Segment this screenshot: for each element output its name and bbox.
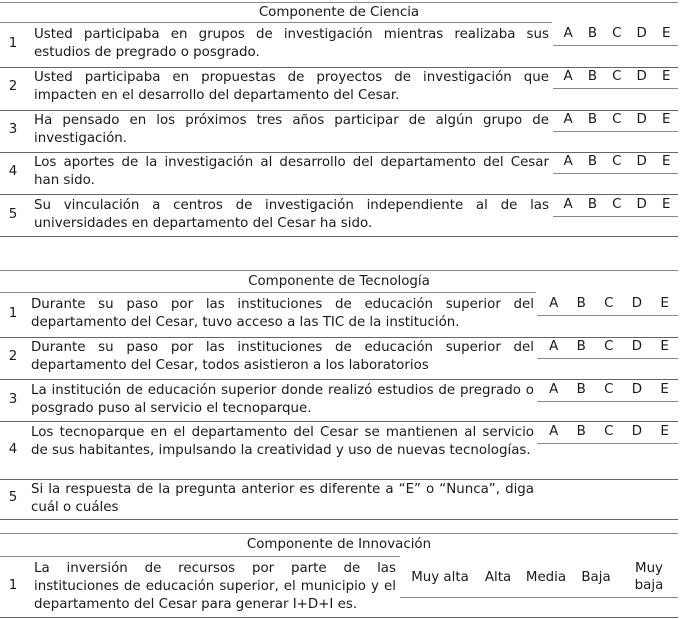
option-c[interactable]: C: [612, 154, 622, 169]
question-text: Si la respuesta de la pregunta anterior es diferente a “E” o “Nunca”, diga cuál o cuáles: [31, 482, 534, 515]
frequency-options[interactable]: [402, 558, 678, 596]
option-d[interactable]: D: [631, 339, 643, 354]
question-number: 2: [8, 349, 18, 364]
question-row: [0, 422, 678, 480]
option-baja[interactable]: Baja: [581, 569, 611, 585]
answer-options[interactable]: [540, 424, 678, 439]
section-title-tecnologia: Componente de Tecnología: [248, 274, 430, 289]
option-muy-baja[interactable]: Muy baja: [634, 561, 664, 593]
question-row: [0, 152, 678, 196]
option-d[interactable]: D: [631, 296, 643, 311]
question-number: 4: [8, 442, 18, 457]
option-muy-alta[interactable]: Muy alta: [411, 569, 469, 585]
option-c[interactable]: C: [604, 424, 614, 439]
question-row: [0, 480, 678, 520]
answer-options[interactable]: [556, 69, 678, 84]
question-text: Ha pensado en los próximos tres años participar de algún grupo de investigación.: [34, 113, 549, 146]
option-c[interactable]: C: [604, 296, 614, 311]
question-row: [0, 110, 678, 154]
question-row: [0, 337, 678, 381]
option-c[interactable]: C: [604, 382, 614, 397]
option-b[interactable]: B: [587, 154, 597, 169]
question-number: 5: [8, 490, 18, 505]
question-text: Los aportes de la investigación al desarrollo del departamento del Cesar han sido.: [34, 155, 549, 188]
option-d[interactable]: D: [631, 424, 643, 439]
option-a[interactable]: A: [563, 69, 573, 84]
question-number: 1: [8, 578, 18, 593]
option-a[interactable]: A: [563, 154, 573, 169]
option-e[interactable]: E: [660, 339, 669, 354]
answer-options[interactable]: [540, 382, 678, 397]
question-number: 1: [8, 306, 18, 321]
option-b[interactable]: B: [576, 296, 586, 311]
option-c[interactable]: C: [612, 197, 622, 212]
question-row: [0, 24, 678, 68]
question-text: Durante su paso por las instituciones de educación superior del departamento del Cesar, todos asistieron a los laboratorios: [31, 340, 534, 373]
section-title-ciencia: Componente de Ciencia: [258, 5, 420, 20]
question-text: La inversión de recursos por parte de las instituciones de educación superior, el municipio y el departamento del Cesar para generar I+D+I es.: [34, 561, 396, 612]
option-e[interactable]: E: [661, 112, 671, 127]
question-text: La institución de educación superior donde realizó estudios de pregrado o posgrado puso al servicio el tecnoparque.: [31, 383, 534, 416]
question-number: 4: [8, 164, 18, 179]
question-text: Usted participaba en grupos de investigación mientras realizaba sus estudios de pregrado o posgrado.: [34, 27, 549, 60]
option-a[interactable]: A: [549, 382, 559, 397]
question-row: [0, 195, 678, 239]
question-number: 2: [8, 79, 18, 94]
option-e[interactable]: E: [660, 296, 669, 311]
option-d[interactable]: D: [636, 26, 647, 41]
option-b[interactable]: B: [576, 382, 586, 397]
option-media[interactable]: Media: [525, 569, 567, 585]
option-d[interactable]: D: [636, 69, 647, 84]
option-c[interactable]: C: [612, 26, 622, 41]
option-b[interactable]: B: [576, 339, 586, 354]
option-e[interactable]: E: [661, 69, 671, 84]
option-c[interactable]: C: [604, 339, 614, 354]
option-e[interactable]: E: [661, 26, 671, 41]
option-a[interactable]: A: [563, 26, 573, 41]
option-e[interactable]: E: [660, 424, 669, 439]
option-b[interactable]: B: [587, 197, 597, 212]
option-alta[interactable]: Alta: [484, 569, 512, 585]
option-d[interactable]: D: [636, 154, 647, 169]
question-text: Su vinculación a centros de investigación independiente al de las universidades en departamento del Cesar ha sido.: [34, 198, 549, 231]
section-title-innovacion: Componente de Innovación: [246, 537, 432, 552]
question-row: [0, 294, 678, 338]
option-d[interactable]: D: [636, 197, 647, 212]
question-row: [0, 67, 678, 111]
answer-options[interactable]: [556, 154, 678, 169]
option-b[interactable]: B: [587, 26, 597, 41]
option-e[interactable]: E: [661, 154, 671, 169]
option-e[interactable]: E: [660, 382, 669, 397]
question-row: [0, 380, 678, 424]
answer-options[interactable]: [540, 296, 678, 311]
option-a[interactable]: A: [549, 339, 559, 354]
option-c[interactable]: C: [612, 69, 622, 84]
question-text: Los tecnoparque en el departamento del Cesar se mantienen al servicio de sus habitantes, impulsando la creatividad y uso de nuevas tecnologías.: [31, 425, 534, 458]
option-b[interactable]: B: [587, 69, 597, 84]
option-c[interactable]: C: [612, 112, 622, 127]
option-a[interactable]: A: [563, 197, 573, 212]
question-number: 3: [8, 122, 18, 137]
answer-options[interactable]: [556, 26, 678, 41]
option-a[interactable]: A: [563, 112, 573, 127]
question-row: [0, 558, 678, 618]
option-d[interactable]: D: [631, 382, 643, 397]
question-number: 5: [8, 207, 18, 222]
option-d[interactable]: D: [636, 112, 647, 127]
question-number: 1: [8, 36, 18, 51]
option-e[interactable]: E: [661, 197, 671, 212]
question-number: 3: [8, 392, 18, 407]
option-a[interactable]: A: [549, 296, 559, 311]
answer-options[interactable]: [540, 339, 678, 354]
question-text: Durante su paso por las instituciones de educación superior del departamento del Cesar, tuvo acceso a las TIC de la institución.: [31, 297, 534, 330]
answer-options[interactable]: [556, 197, 678, 212]
option-b[interactable]: B: [576, 424, 586, 439]
answer-options[interactable]: [556, 112, 678, 127]
option-b[interactable]: B: [587, 112, 597, 127]
question-text: Usted participaba en propuestas de proyectos de investigación que impacten en el desarrollo del departamento del Cesar.: [34, 70, 549, 103]
option-a[interactable]: A: [549, 424, 559, 439]
